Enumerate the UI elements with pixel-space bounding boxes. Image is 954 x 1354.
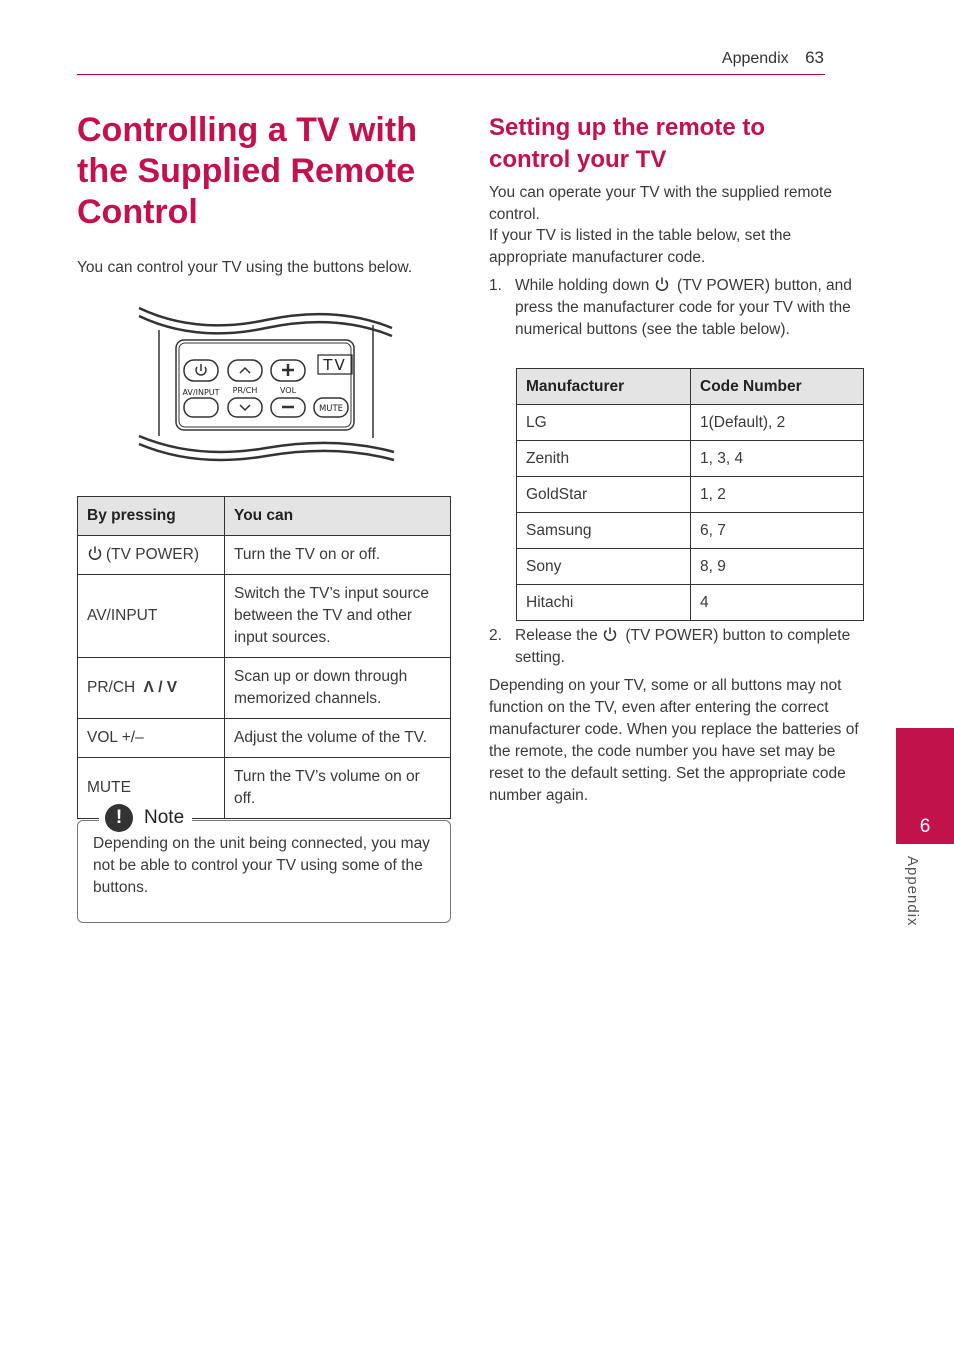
table-cell-code: 1(Default), 2: [691, 405, 864, 441]
manufacturer-code-table: [516, 368, 864, 621]
col-header-manufacturer: Manufacturer: [517, 369, 691, 405]
step-2: [489, 625, 864, 669]
remote-buttons-table: [77, 496, 451, 819]
remote-vol-plus-button: [271, 360, 305, 381]
table-cell-manufacturer: GoldStar: [517, 477, 691, 513]
table-row: [78, 536, 451, 575]
note-box: [77, 807, 451, 923]
table-row: [78, 575, 451, 658]
table-cell-key: VOL +/–: [78, 719, 225, 758]
table-cell-code: 6, 7: [691, 513, 864, 549]
table-cell-manufacturer: LG: [517, 405, 691, 441]
header-rule: [77, 74, 825, 75]
col-header-code-number: Code Number: [691, 369, 864, 405]
table-cell-key: [78, 658, 225, 719]
remote-mute-button: [314, 398, 348, 417]
table-cell-value: Turn the TV’s volume on or off.: [225, 758, 451, 819]
step-text-after: (TV POWER) button to complete setting.: [515, 627, 851, 666]
step-text-before: Release the: [515, 627, 598, 644]
table-cell-manufacturer: Hitachi: [517, 585, 691, 621]
table-cell-value: Switch the TV’s input source between the TV and other input sources.: [225, 575, 451, 658]
table-cell-value: Turn the TV on or off.: [225, 536, 451, 575]
table-cell-code: 1, 3, 4: [691, 441, 864, 477]
table-row: [517, 441, 864, 477]
table-cell-code: 4: [691, 585, 864, 621]
table-header-row: [78, 497, 451, 536]
remote-vol-minus-button: [271, 398, 305, 417]
table-cell-key: MUTE: [78, 758, 225, 819]
table-cell-value: Scan up or down through memorized channels.: [225, 658, 451, 719]
note-text: Depending on the unit being connected, you may not be able to control your TV using some of the buttons.: [93, 835, 430, 896]
table-cell-manufacturer: Samsung: [517, 513, 691, 549]
power-icon: [602, 626, 618, 642]
table-cell-manufacturer: Zenith: [517, 441, 691, 477]
chevron-up-down-icon: Λ / V: [143, 679, 178, 696]
table-row: [517, 405, 864, 441]
table-cell-code: 8, 9: [691, 549, 864, 585]
remote-vol-label: VOL: [279, 386, 297, 395]
table-row: [517, 513, 864, 549]
table-cell-code: 1, 2: [691, 477, 864, 513]
remote-av-input-button: [184, 398, 218, 417]
table-row: [517, 549, 864, 585]
page-header: [722, 48, 824, 68]
remote-illustration: [136, 300, 398, 470]
remote-pr-up-button: [228, 360, 262, 381]
table-row: [78, 658, 451, 719]
col-header-by-pressing: By pressing: [78, 497, 225, 536]
chapter-label: Appendix: [904, 856, 921, 927]
table-cell-key: AV/INPUT: [78, 575, 225, 658]
main-title: Controlling a TV with the Supplied Remote Control: [77, 111, 417, 231]
paragraph-operate: You can operate your TV with the supplied remote control.: [489, 184, 832, 223]
table-cell-manufacturer: Sony: [517, 549, 691, 585]
chapter-tab: [896, 728, 954, 844]
step-number: 1.: [489, 277, 502, 294]
cell-text: (TV POWER): [106, 546, 199, 563]
power-icon: [87, 545, 103, 561]
header-section-label: Appendix: [721, 50, 789, 67]
remote-tv-label: TV: [323, 356, 347, 374]
table-header-row: [517, 369, 864, 405]
note-header: [99, 804, 192, 832]
remote-pr-ch-label: PR/CH: [232, 386, 258, 395]
remote-av-input-label: AV/INPUT: [182, 388, 220, 397]
cell-text: PR/CH: [87, 679, 136, 696]
chapter-number: 6: [919, 816, 931, 837]
step-1: [489, 275, 864, 341]
paragraph-closing: Depending on your TV, some or all buttons may not function on the TV, even after entering the correct manufacturer code. When you replace the batteries of the remote, the code number you have set may be reset to the default setting. Set the appropriate code number again.: [489, 677, 859, 804]
step-text-after: (TV POWER) button, and press the manufacturer code for your TV with the numerical buttons (see the table below).: [515, 277, 852, 338]
step-number: 2.: [489, 627, 502, 644]
table-row: [517, 477, 864, 513]
page-number: 63: [805, 48, 824, 67]
col-header-you-can: You can: [225, 497, 451, 536]
table-cell-key: [78, 536, 225, 575]
remote-power-button: [184, 360, 218, 381]
intro-text: You can control your TV using the buttons below.: [77, 259, 413, 276]
paragraph-listed: If your TV is listed in the table below, set the appropriate manufacturer code.: [489, 227, 792, 266]
table-cell-value: Adjust the volume of the TV.: [225, 719, 451, 758]
remote-pr-down-button: [228, 398, 262, 417]
table-row: [78, 719, 451, 758]
table-row: [517, 585, 864, 621]
remote-mute-label: MUTE: [318, 404, 344, 414]
section-title: Setting up the remote to control your TV: [489, 114, 765, 173]
step-text-before: While holding down: [515, 277, 650, 294]
exclamation-icon: !: [105, 804, 133, 832]
power-icon: [654, 276, 670, 292]
note-title: Note: [144, 807, 185, 828]
